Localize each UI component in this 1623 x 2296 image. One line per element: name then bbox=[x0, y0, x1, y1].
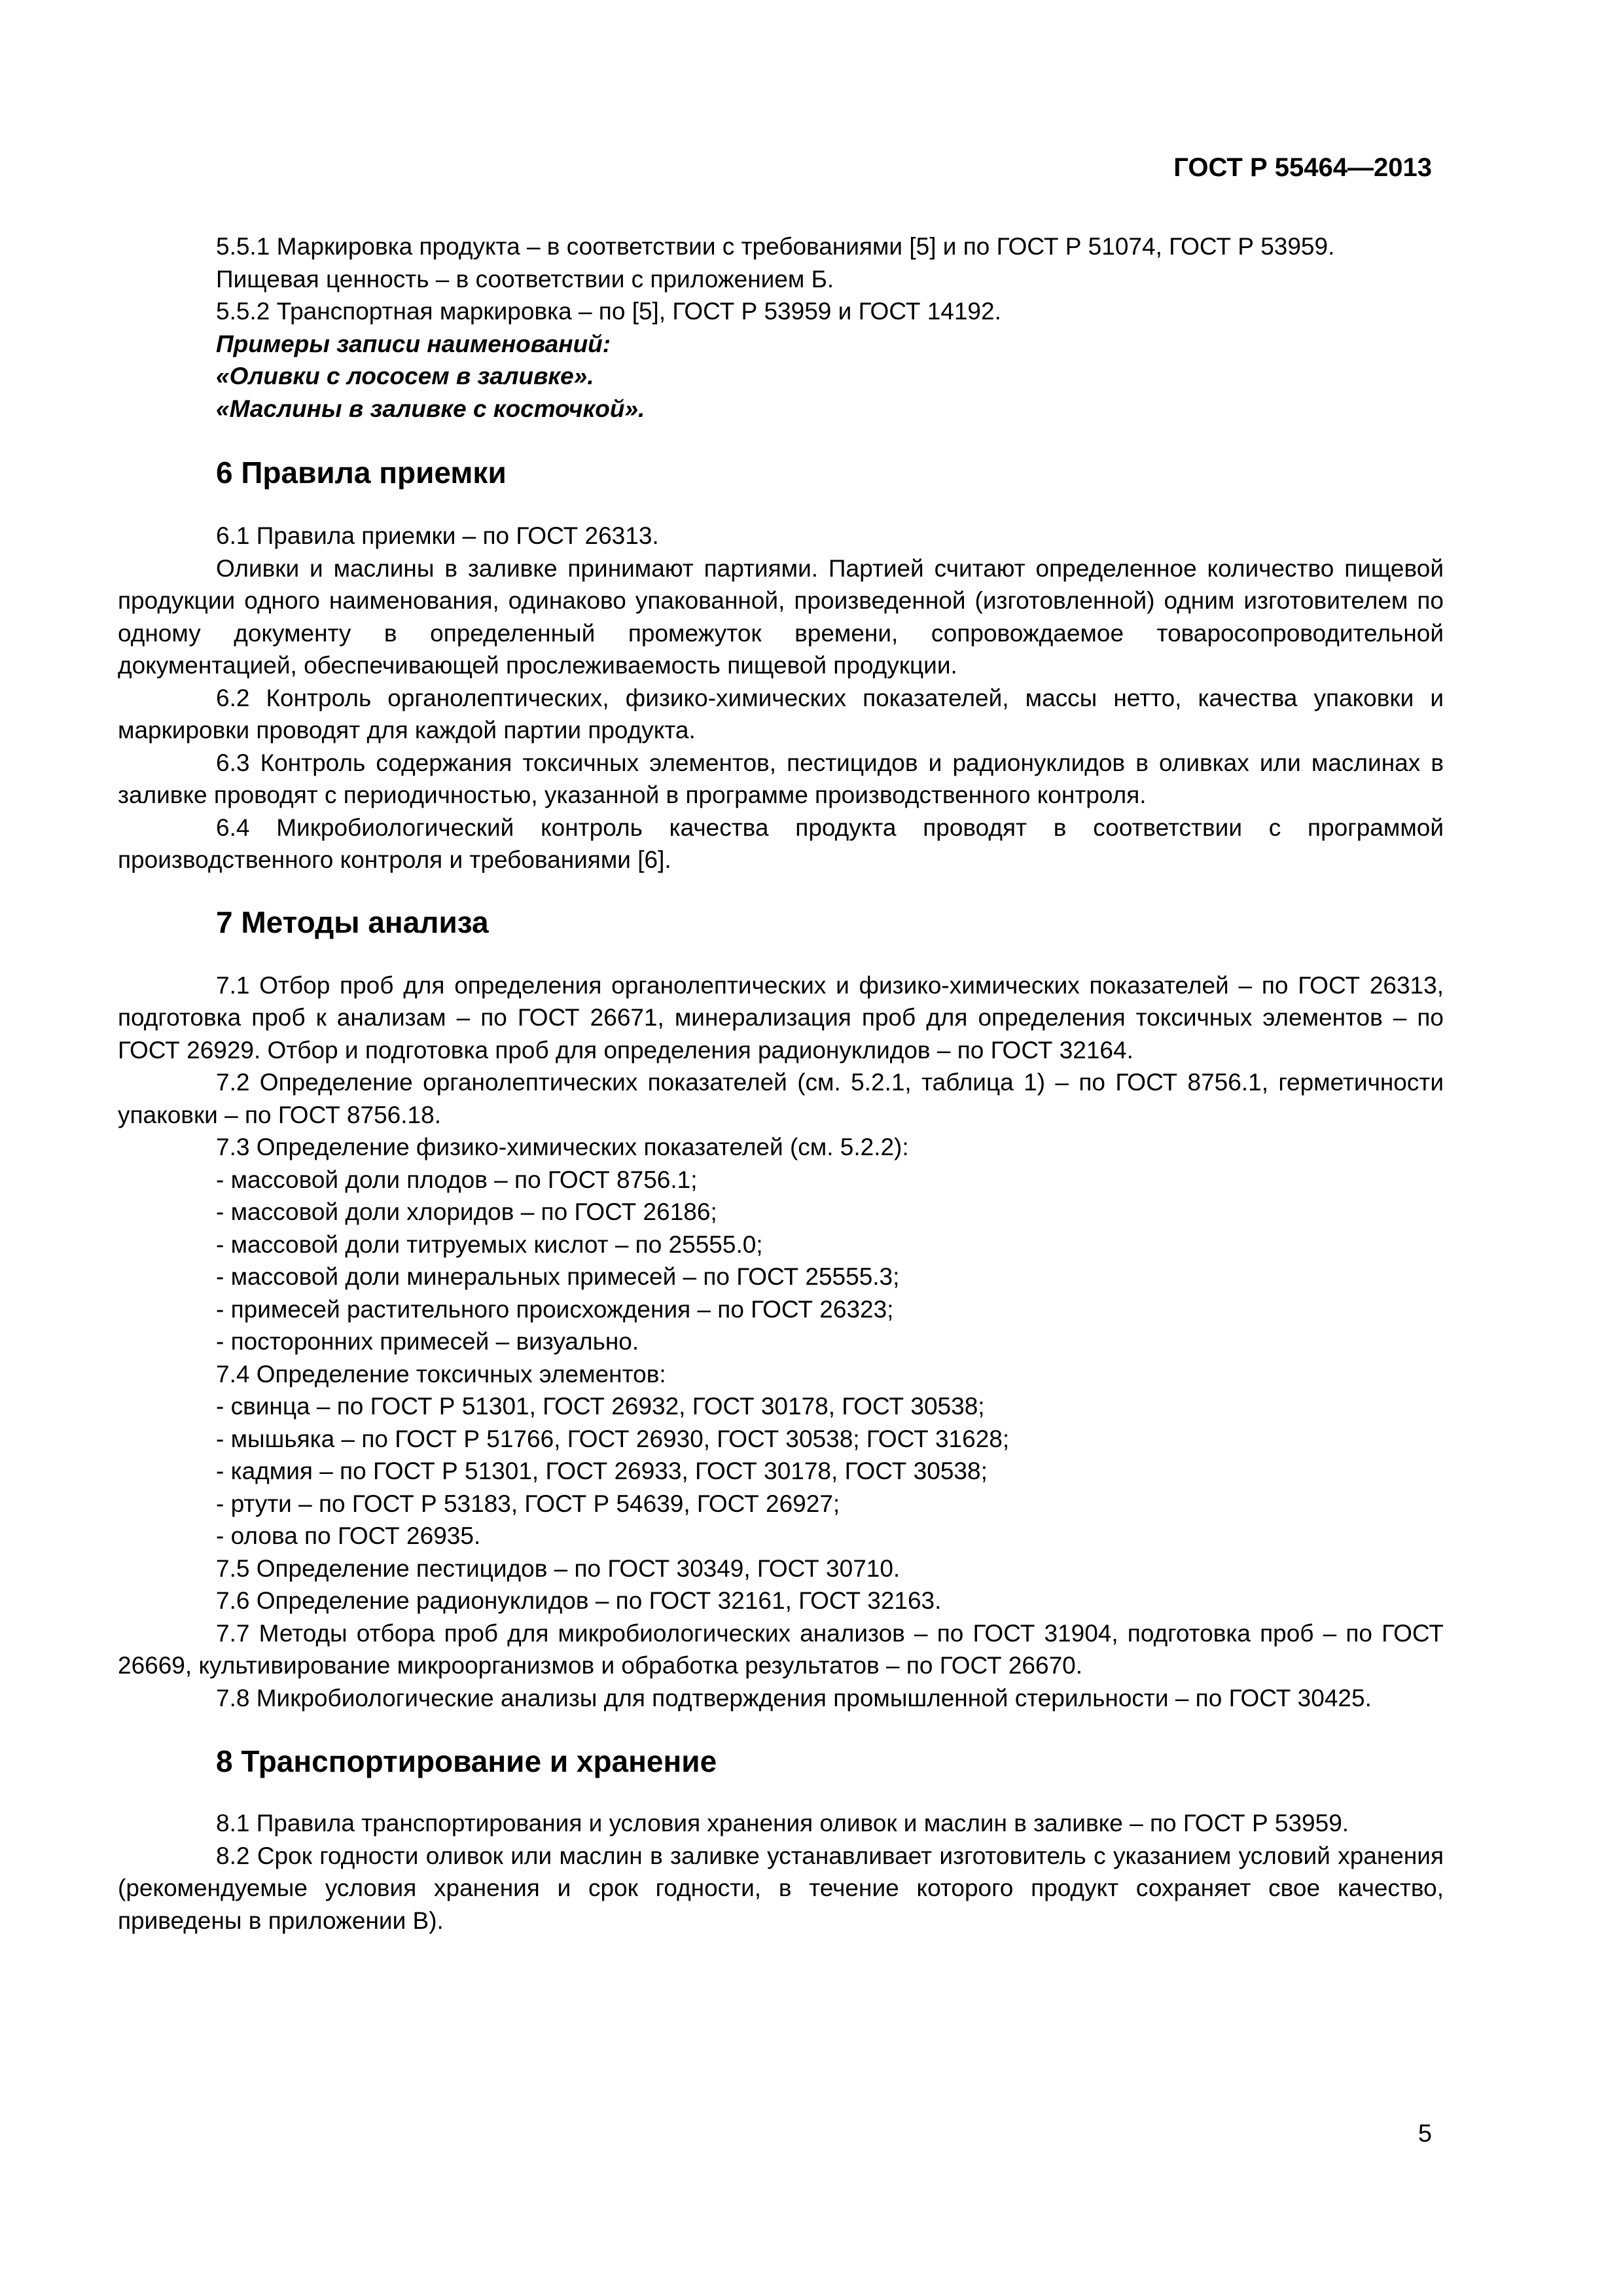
page-number: 5 bbox=[1418, 2120, 1432, 2147]
list-item: - мышьяка – по ГОСТ Р 51766, ГОСТ 26930, ГОСТ 30538; ГОСТ 31628; bbox=[216, 1425, 1010, 1452]
physchem-list bbox=[118, 1164, 1444, 1358]
list-item: - свинца – по ГОСТ Р 51301, ГОСТ 26932, ГОСТ 30178, ГОСТ 30538; bbox=[216, 1393, 985, 1420]
list-item: - примесей растительного происхождения – по ГОСТ 26323; bbox=[216, 1295, 894, 1323]
paragraph-6-3: 6.3 Контроль содержания токсичных элементов, пестицидов и радионуклидов в оливках или маслинах в заливке проводят с периодичностью, указанной в программе производственного контроля. bbox=[118, 749, 1444, 808]
paragraph-7-4: 7.4 Определение токсичных элементов: bbox=[216, 1360, 666, 1388]
list-item: - кадмия – по ГОСТ Р 51301, ГОСТ 26933, ГОСТ 30178, ГОСТ 30538; bbox=[216, 1458, 988, 1484]
paragraph-7-7: 7.7 Методы отбора проб для микробиологических анализов – по ГОСТ 31904, подготовка проб – по ГОСТ 26669, культивирование микроорганизмов и обработка результатов – по ГОСТ 26670. bbox=[118, 1619, 1444, 1679]
paragraph-5-5-1: 5.5.1 Маркировка продукта – в соответствии с требованиями [5] и по ГОСТ Р 51074, ГОСТ Р 53959. bbox=[216, 233, 1335, 260]
example-2: «Маслины в заливке с косточкой». bbox=[216, 395, 645, 422]
list-item: - ртути – по ГОСТ Р 53183, ГОСТ Р 54639, ГОСТ 26927; bbox=[216, 1490, 840, 1517]
paragraph-nutrition: Пищевая ценность – в соответствии с приложением Б. bbox=[216, 265, 834, 293]
paragraph-7-5: 7.5 Определение пестицидов – по ГОСТ 30349, ГОСТ 30710. bbox=[216, 1554, 901, 1582]
list-item: - массовой доли плодов – по ГОСТ 8756.1; bbox=[216, 1166, 698, 1193]
paragraph-6-4: 6.4 Микробиологический контроль качества продукта проводят в соответствии с программой производственного контроля и требованиями [6]. bbox=[118, 814, 1444, 873]
paragraph-6-2: 6.2 Контроль органолептических, физико-химических показателей, массы нетто, качества упаковки и маркировки проводят для каждой партии продукта. bbox=[118, 684, 1444, 744]
list-item: - массовой доли хлоридов – по ГОСТ 26186; bbox=[216, 1198, 717, 1225]
document-body bbox=[118, 230, 1444, 1937]
list-item: - посторонних примесей – визуально. bbox=[216, 1328, 639, 1355]
paragraph-7-8: 7.8 Микробиологические анализы для подтверждения промышленной стерильности – по ГОСТ 30425. bbox=[216, 1684, 1372, 1712]
section-6-heading: 6 Правила приемки bbox=[216, 456, 507, 490]
paragraph-6-1: 6.1 Правила приемки – по ГОСТ 26313. bbox=[216, 522, 659, 549]
toxic-elements-list bbox=[118, 1390, 1444, 1552]
list-item: - массовой доли титруемых кислот – по 25555.0; bbox=[216, 1230, 763, 1258]
paragraph-7-1: 7.1 Отбор проб для определения органолептических и физико-химических показателей – по ГОСТ 26313, подготовка проб к анализам – по ГОСТ 26671, минерализация проб для определения токсичных элементов – по ГОСТ 26929. Отбор и подготовка проб для определения радионуклидов – по ГОСТ 32164. bbox=[118, 971, 1444, 1064]
paragraph-8-2: 8.2 Срок годности оливок или маслин в заливке устанавливает изготовитель с указанием условий хранения (рекомендуемые условия хранения и срок годности, в течение которого продукт сохраняет свое качество, приведены в приложении В). bbox=[118, 1842, 1444, 1934]
paragraph-8-1: 8.1 Правила транспортирования и условия хранения оливок и маслин в заливке – по ГОСТ Р 53959. bbox=[216, 1810, 1349, 1837]
paragraph-7-3: 7.3 Определение физико-химических показателей (см. 5.2.2): bbox=[216, 1134, 909, 1160]
paragraph-7-2: 7.2 Определение органолептических показателей (см. 5.2.1, таблица 1) – по ГОСТ 8756.1, герметичности упаковки – по ГОСТ 8756.18. bbox=[118, 1069, 1444, 1128]
section-7-heading: 7 Методы анализа bbox=[216, 905, 489, 939]
section-8-heading: 8 Транспортирование и хранение bbox=[216, 1744, 717, 1778]
paragraph-6-1-lots: Оливки и маслины в заливке принимают партиями. Партией считают определенное количество пищевой продукции одного наименования, одинаково упакованной, произведенной (изготовленной) одним изготовителем по одному документу в определенный промежуток времени, сопровождаемое товаросопроводительной документацией, обеспечивающей прослеживаемость пищевой продукции. bbox=[118, 554, 1444, 679]
paragraph-7-6: 7.6 Определение радионуклидов – по ГОСТ 32161, ГОСТ 32163. bbox=[216, 1587, 942, 1614]
examples-title: Примеры записи наименований: bbox=[216, 330, 611, 357]
document-header-id: ГОСТ Р 55464—2013 bbox=[1173, 153, 1432, 182]
list-item: - олова по ГОСТ 26935. bbox=[216, 1522, 481, 1549]
list-item: - массовой доли минеральных примесей – по ГОСТ 25555.3; bbox=[216, 1263, 900, 1290]
paragraph-5-5-2: 5.5.2 Транспортная маркировка – по [5], ГОСТ Р 53959 и ГОСТ 14192. bbox=[216, 298, 1001, 325]
example-1: «Оливки с лососем в заливке». bbox=[216, 363, 594, 389]
